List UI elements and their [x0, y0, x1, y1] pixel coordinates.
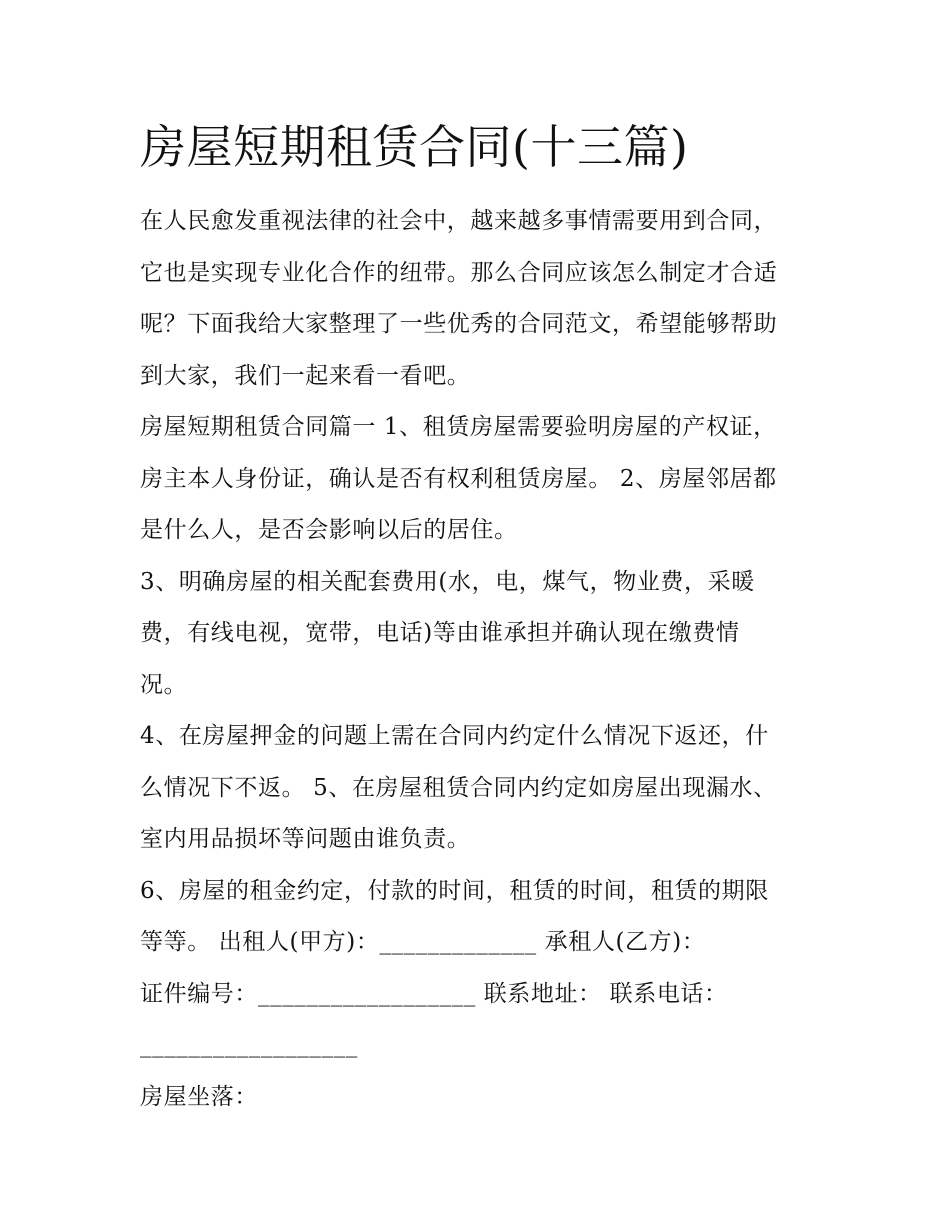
paragraph-location [140, 1072, 830, 1124]
document-page [140, 112, 830, 1123]
text-line: 证件编号：__________________ 联系地址： 联系电话： [140, 980, 728, 1007]
text-line: 么情况下不返。 5、在房屋租赁合同内约定如房屋出现漏水、 [140, 774, 777, 801]
text-line: 6、房屋的租金约定，付款的时间，租赁的时间，租赁的期限 [140, 877, 769, 904]
paragraph-item-4 [140, 711, 830, 866]
text-line: 房屋短期租赁合同篇一 1、租赁房屋需要验明房屋的产权证， [140, 414, 777, 440]
text-line: __________________ [140, 1032, 358, 1058]
paragraph-item-6 [140, 866, 830, 1072]
text-line: 3、明确房屋的相关配套费用(水，电，煤气，物业费，采暖 [140, 568, 755, 595]
text-line: 等等。 出租人(甲方)：_____________ 承租人(乙方)： [140, 929, 706, 955]
text-line: 况。 [140, 671, 188, 698]
text-line: 费，有线电视，宽带，电话)等由谁承担并确认现在缴费情 [140, 620, 740, 646]
text-line: 房主本人身份证，确认是否有权利租赁房屋。 2、房屋邻居都 [140, 465, 777, 492]
text-line: 呢？下面我给大家整理了一些优秀的合同范文，希望能够帮助 [140, 311, 778, 337]
text-line: 室内用品损坏等问题由谁负责。 [140, 826, 471, 852]
text-line: 在人民愈发重视法律的社会中，越来越多事情需要用到合同， [140, 208, 778, 234]
paragraph-item-3 [140, 557, 830, 712]
text-line: 是什么人，是否会影响以后的居住。 [140, 517, 518, 543]
paragraph-section-one [140, 402, 830, 557]
text-line: 4、在房屋押金的问题上需在合同内约定什么情况下返还，什 [140, 723, 769, 749]
document-title: 房屋短期租赁合同(十三篇) [140, 120, 689, 174]
paragraph-intro [140, 196, 830, 402]
text-line: 到大家，我们一起来看一看吧。 [140, 362, 471, 389]
text-line: 房屋坐落： [140, 1083, 258, 1110]
text-line: 它也是实现专业化合作的纽带。那么合同应该怎么制定才合适 [140, 259, 778, 286]
